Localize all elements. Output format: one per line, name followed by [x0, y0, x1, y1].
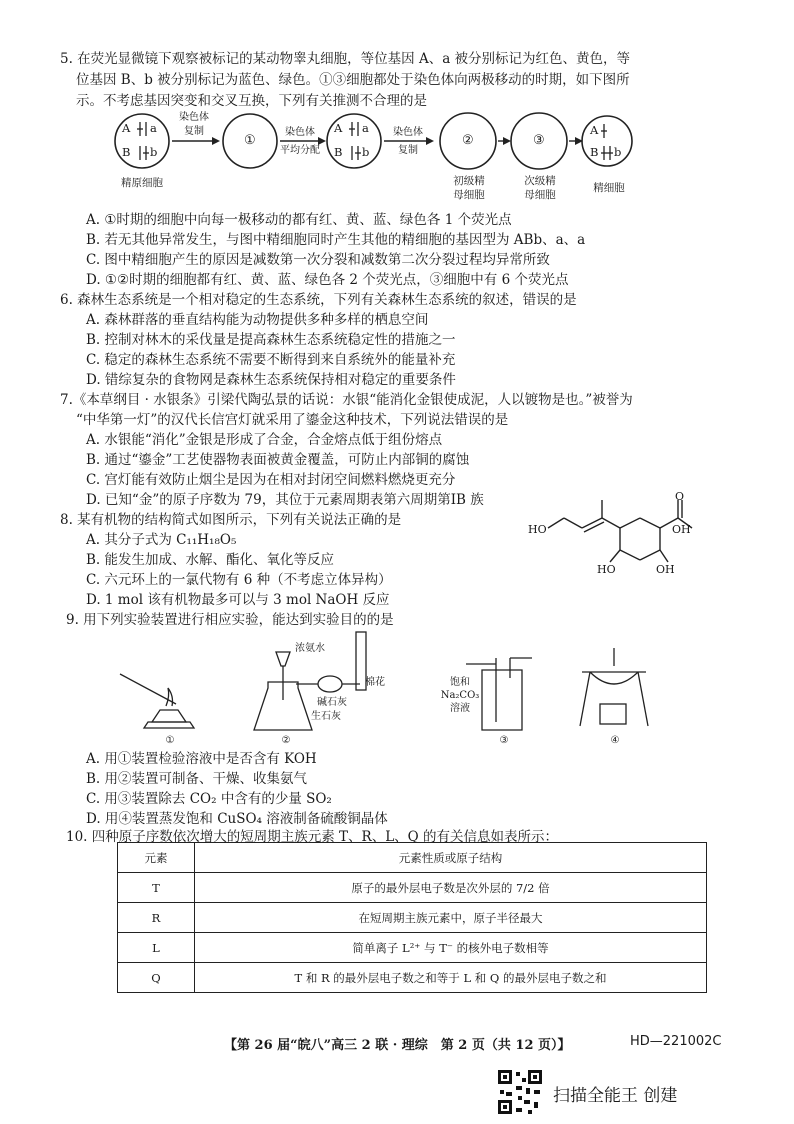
label-cotton: 棉花 — [365, 677, 385, 688]
struct-oh-acid: OH — [672, 523, 691, 536]
label-secondary-1: 次级精 — [524, 175, 556, 187]
label-soda-lime: 碱石灰 — [317, 697, 347, 708]
q6-option-b: B. 控制对林木的采伐量是提高森林生态系统稳定性的措施之一 — [86, 332, 456, 348]
q6-stem: 6. 森林生态系统是一个相对稳定的生态系统，下列有关森林生态系统的叙述，错误的是 — [60, 292, 577, 308]
q8-option-a: A. 其分子式为 C₁₁H₁₈O₅ — [86, 532, 237, 548]
paper-code: HD—221002C — [630, 1034, 722, 1049]
sperm-gene-A: A — [590, 123, 599, 137]
q7-option-c: C. 宫灯能有效防止烟尘是因为在相对封闭空间燃料燃烧更充分 — [86, 472, 456, 488]
cell3-gene-A: A — [334, 121, 343, 135]
arrow3-bottom-label: 复制 — [398, 145, 418, 156]
sperm-gene-b: b — [614, 145, 622, 159]
q6-option-a: A. 森林群落的垂直结构能为动物提供多种多样的栖息空间 — [86, 312, 429, 328]
q7-option-d: D. 已知“金”的原子序数为 79，其位于元素周期表第六周期第ⅠB 族 — [86, 492, 484, 508]
q5-stem-line1: 5. 在荧光显微镜下观察被标记的某动物睾丸细胞，等位基因 A、a 被分别标记为红色、黄色，等 — [60, 51, 631, 67]
struct-ho-ring: HO — [597, 563, 616, 576]
page-footer: 【第 26 届“皖八”高三 2 联 · 理综 第 2 页（共 12 页）】 — [224, 1038, 571, 1053]
q5-option-d: D. ①②时期的细胞都有红、黄、蓝、绿色各 2 个荧光点，③细胞中有 6 个荧光点 — [86, 272, 569, 288]
q5-option-c: C. 图中精细胞产生的原因是减数第一次分裂和减数第二次分裂过程均异常所致 — [86, 252, 550, 268]
q8-stem: 8. 某有机物的结构简式如图所示，下列有关说法正确的是 — [60, 512, 402, 528]
cell1-gene-a: a — [150, 121, 157, 135]
q9-stem: 9. 用下列实验装置进行相应实验，能达到实验目的的是 — [66, 612, 394, 628]
label-saturated-2: Na₂CO₃ — [440, 690, 480, 701]
q8-option-c: C. 六元环上的一氯代物有 6 种（不考虑立体异构） — [86, 572, 392, 588]
apparatus-4-label: ④ — [610, 735, 620, 746]
table-cell-element: L — [118, 933, 195, 963]
label-saturated-3: 溶液 — [450, 703, 470, 714]
q7-stem-line2: “中华第一灯”的汉代长信宫灯就采用了鎏金这种技术，下列说法错误的是 — [76, 412, 509, 428]
qr-code-icon — [496, 1068, 544, 1116]
label-secondary-2: 母细胞 — [524, 189, 556, 201]
cell1-gene-b: b — [150, 145, 158, 159]
table-row — [118, 873, 707, 903]
q10-stem: 10. 四种原子序数依次增大的短周期主族元素 T、R、L、Q 的有关信息如表所示： — [66, 829, 559, 845]
q6-option-c: C. 稳定的森林生态系统不需要不断得到来自系统外的能量补充 — [86, 352, 456, 368]
label-primary-1: 初级精 — [453, 175, 485, 187]
cell1-gene-B: B — [122, 145, 131, 159]
apparatus-2-label: ② — [281, 735, 291, 746]
table-row — [118, 903, 707, 933]
q9-option-a: A. 用①装置检验溶液中是否含有 KOH — [86, 751, 317, 767]
q9-option-c: C. 用③装置除去 CO₂ 中含有的少量 SO₂ — [86, 791, 332, 807]
struct-oh-ring: OH — [656, 563, 675, 576]
table-header-element: 元素 — [118, 843, 195, 873]
arrow2-top-label: 染色体 — [285, 127, 315, 138]
label-saturated-1: 饱和 — [450, 677, 470, 688]
q5-stem-line2: 位基因 B、b 被分别标记为蓝色、绿色。①③细胞都处于染色体向两极移动的时期，如下图所 — [76, 72, 630, 88]
q9-option-d: D. 用④装置蒸发饱和 CuSO₄ 溶液制备硫酸铜晶体 — [86, 811, 388, 827]
cell3-gene-a: a — [362, 121, 369, 135]
circle-2-label: ② — [462, 133, 474, 148]
table-cell-property: T 和 R 的最外层电子数之和等于 L 和 Q 的最外层电子数之和 — [195, 963, 707, 993]
table-cell-property: 在短周期主族元素中，原子半径最大 — [195, 903, 707, 933]
q8-option-b: B. 能发生加成、水解、酯化、氧化等反应 — [86, 552, 335, 568]
q9-option-b: B. 用②装置可制备、干燥、收集氨气 — [86, 771, 308, 787]
table-row — [118, 963, 707, 993]
table-cell-element: R — [118, 903, 195, 933]
q5-stem-line3: 示。不考虑基因突变和交叉互换，下列有关推测不合理的是 — [76, 93, 427, 109]
table-header-property: 元素性质或原子结构 — [195, 843, 707, 873]
table-cell-property: 简单离子 L²⁺ 与 T⁻ 的核外电子数相等 — [195, 933, 707, 963]
table-row — [118, 933, 707, 963]
cell3-gene-B: B — [334, 145, 343, 159]
scanner-watermark: 扫描全能王 创建 — [553, 1086, 678, 1106]
q5-option-b: B. 若无其他异常发生，与图中精细胞同时产生其他的精细胞的基因型为 ABb、a、a — [86, 232, 586, 248]
label-quicklime: 生石灰 — [311, 711, 341, 722]
circle-3-label: ③ — [533, 133, 545, 148]
apparatus-3-label: ③ — [499, 735, 509, 746]
arrow1-top-label: 染色体 — [179, 112, 209, 123]
sperm-gene-B: B — [590, 145, 599, 159]
label-spermatogonium: 精原细胞 — [121, 177, 163, 189]
arrow3-top-label: 染色体 — [393, 127, 423, 138]
label-sperm: 精细胞 — [593, 182, 625, 194]
cell3-gene-b: b — [362, 145, 370, 159]
element-info-table — [117, 842, 707, 993]
label-conc-ammonia: 浓氨水 — [295, 643, 325, 654]
table-cell-element: T — [118, 873, 195, 903]
q7-option-a: A. 水银能“消化”金银是形成了合金，合金熔点低于组份熔点 — [86, 432, 443, 448]
q8-option-d: D. 1 mol 该有机物最多可以与 3 mol NaOH 反应 — [86, 592, 390, 608]
arrow2-bottom-label: 平均分配 — [280, 145, 320, 156]
q6-option-d: D. 错综复杂的食物网是森林生态系统保持相对稳定的重要条件 — [86, 372, 456, 388]
apparatus-1-label: ① — [165, 735, 175, 746]
label-primary-2: 母细胞 — [453, 189, 485, 201]
struct-ho-left: HO — [528, 523, 547, 536]
table-cell-element: Q — [118, 963, 195, 993]
struct-o-acid: O — [675, 490, 685, 503]
arrow1-bottom-label: 复制 — [184, 126, 204, 137]
table-cell-property: 原子的最外层电子数是次外层的 7/2 倍 — [195, 873, 707, 903]
cell1-gene-A: A — [122, 121, 131, 135]
table-header-row — [118, 843, 707, 873]
q7-option-b: B. 通过“鎏金”工艺使器物表面被黄金覆盖，可防止内部铜的腐蚀 — [86, 452, 470, 468]
q5-option-a: A. ①时期的细胞中向每一极移动的都有红、黄、蓝、绿色各 1 个荧光点 — [86, 212, 512, 228]
circle-1-label: ① — [244, 133, 256, 148]
lab-apparatus-figure — [0, 630, 794, 742]
q7-stem-line1: 7.《本草纲目 · 水银条》引梁代陶弘景的话说：水银“能消化金银使成泥，人以镀物是也。”被誉为 — [60, 392, 633, 408]
